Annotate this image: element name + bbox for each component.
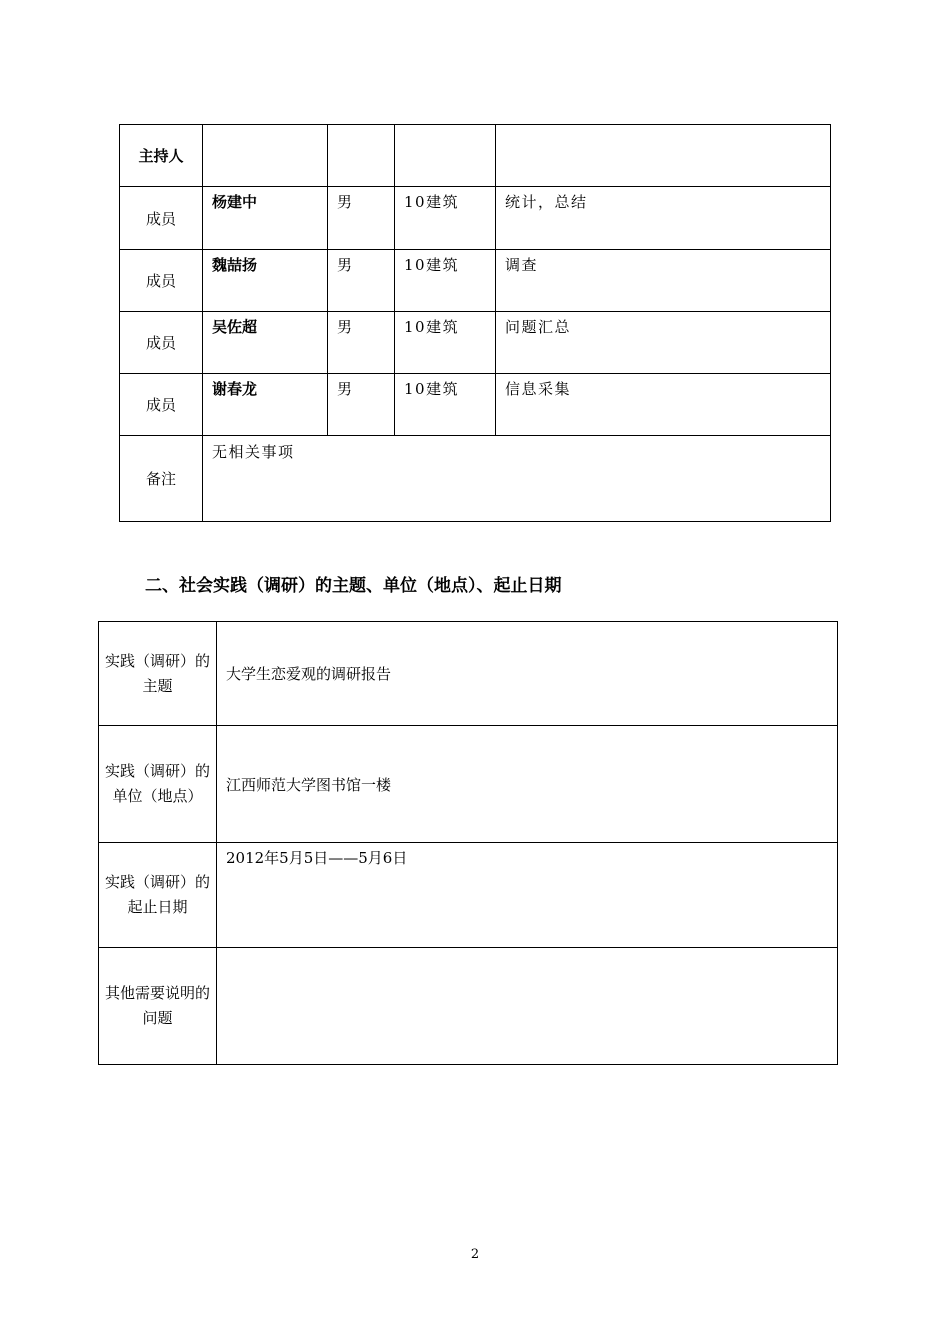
practice-location-value: 江西师范大学图书馆一楼 (217, 726, 838, 843)
practice-location-label: 实践（调研）的单位（地点） (99, 726, 217, 843)
table-row (99, 726, 838, 843)
practice-other-value (217, 948, 838, 1065)
table-row (99, 948, 838, 1065)
member-name: 谢春龙 (203, 374, 328, 436)
member-class: 10建筑 (395, 250, 496, 312)
host-label: 主持人 (120, 125, 203, 187)
host-name-cell (203, 125, 328, 187)
table-row (120, 187, 831, 250)
practice-theme-value: 大学生恋爱观的调研报告 (217, 622, 838, 726)
member-task: 信息采集 (496, 374, 831, 436)
member-task: 问题汇总 (496, 312, 831, 374)
practice-table (98, 621, 838, 1065)
member-class: 10建筑 (395, 374, 496, 436)
table-row (120, 312, 831, 374)
member-task: 调查 (496, 250, 831, 312)
page-number: 2 (470, 1247, 480, 1262)
member-role: 成员 (120, 250, 203, 312)
section-heading: 二、社会实践（调研）的主题、单位（地点）、起止日期 (145, 576, 562, 596)
member-name: 吴佐超 (203, 312, 328, 374)
members-table (119, 124, 831, 522)
member-role: 成员 (120, 374, 203, 436)
remark-row (120, 436, 831, 522)
member-class: 10建筑 (395, 312, 496, 374)
member-name: 魏喆扬 (203, 250, 328, 312)
practice-dates-label: 实践（调研）的起止日期 (99, 843, 217, 948)
table-row (99, 622, 838, 726)
table-row (120, 250, 831, 312)
table-row (99, 843, 838, 948)
host-row (120, 125, 831, 187)
member-gender: 男 (328, 187, 395, 250)
member-role: 成员 (120, 187, 203, 250)
host-gender-cell (328, 125, 395, 187)
member-gender: 男 (328, 374, 395, 436)
practice-dates-value: 2012年5月5日——5月6日 (217, 843, 838, 948)
member-gender: 男 (328, 312, 395, 374)
host-task-cell (496, 125, 831, 187)
member-role: 成员 (120, 312, 203, 374)
host-class-cell (395, 125, 496, 187)
practice-theme-label: 实践（调研）的主题 (99, 622, 217, 726)
member-class: 10建筑 (395, 187, 496, 250)
table-row (120, 374, 831, 436)
remark-label: 备注 (120, 436, 203, 522)
remark-value: 无相关事项 (203, 436, 831, 522)
member-task: 统计，总结 (496, 187, 831, 250)
practice-other-label: 其他需要说明的问题 (99, 948, 217, 1065)
member-name: 杨建中 (203, 187, 328, 250)
member-gender: 男 (328, 250, 395, 312)
